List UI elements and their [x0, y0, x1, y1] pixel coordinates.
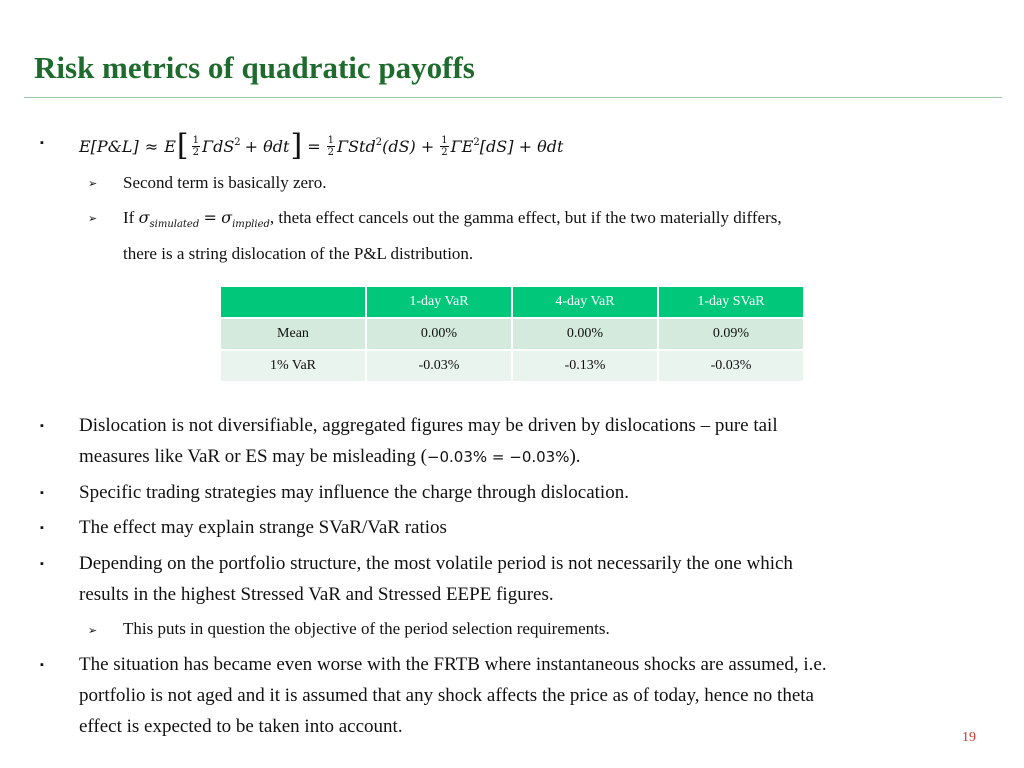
frtb-line-2: portfolio is not aged and it is assumed that any shock affects the price as of today, hence no theta [79, 685, 814, 706]
bullet-icon: ▪ [40, 522, 44, 534]
portfolio-bullet [79, 548, 989, 610]
bullet-icon: ▪ [40, 558, 44, 570]
formula-half-2 [327, 135, 335, 158]
dislocation-bullet [79, 410, 989, 473]
table-header-cell: 4-day VaR [512, 286, 658, 318]
sub-bullet-icon: ➢ [88, 625, 98, 637]
title-divider [24, 97, 1002, 98]
sigma-imp-symbol: σ [221, 208, 233, 227]
bullet-icon: ▪ [40, 420, 44, 432]
formula-open-bracket: [ [176, 128, 189, 163]
formula-approx: ≈ [144, 136, 159, 156]
frac-num: 1 [192, 134, 199, 146]
trading-bullet: Specific trading strategies may influence the charge through dislocation. [79, 482, 629, 503]
formula-ds-paren: (dS) + [382, 136, 435, 156]
theta-gamma-rest-1: , theta effect cancels out the gamma effect, but if the two materially differs, [269, 208, 782, 227]
formula-theta-1: + θdt [244, 136, 290, 156]
formula-sq-2: 2 [375, 136, 383, 148]
frtb-line-3: effect is expected to be taken into account. [79, 716, 403, 737]
table-cell: -0.13% [512, 350, 658, 382]
question-sub-bullet: This puts in question the objective of the period selection requirements. [123, 619, 610, 638]
formula-e: E [164, 136, 176, 156]
formula-half-1 [192, 135, 200, 158]
frtb-bullet [79, 649, 989, 742]
sigma-sim-symbol: σ [138, 208, 150, 227]
formula-ds-bracket: [dS] + θdt [479, 136, 564, 156]
frac-den: 2 [441, 146, 448, 158]
formula-expected-pl: E[P&L] [79, 136, 139, 156]
bullet-icon: ▪ [40, 659, 44, 671]
sigma-sim-subscript: simulated [149, 219, 200, 231]
table-cell: -0.03% [366, 350, 512, 382]
table-cell: -0.03% [658, 350, 804, 382]
dislocation-line-1: Dislocation is not diversifiable, aggregated figures may be driven by dislocations – pure tail [79, 415, 778, 436]
formula-sq-1: 2 [234, 136, 241, 148]
table-header-cell [220, 286, 366, 318]
ratios-bullet: The effect may explain strange SVaR/VaR ratios [79, 517, 447, 538]
theta-gamma-rest-2: there is a string dislocation of the P&L distribution. [123, 244, 474, 264]
table-cell: 1% VaR [220, 350, 366, 382]
sigma-simulated [138, 208, 200, 231]
frac-num: 1 [327, 134, 334, 146]
table-header-row [220, 286, 804, 318]
table-header-cell: 1-day VaR [366, 286, 512, 318]
formula-close-bracket: ] [290, 128, 303, 163]
table-row [220, 318, 804, 350]
formula-gamma-ds: ΓdS [201, 136, 235, 156]
table-row [220, 350, 804, 382]
bullet-icon: ▪ [40, 137, 44, 149]
theta-gamma-text [123, 203, 983, 268]
frtb-line-1: The situation has became even worse with the FRTB where instantaneous shocks are assumed, i.e. [79, 654, 827, 675]
dislocation-end: ). [569, 446, 581, 467]
var-table [219, 285, 805, 383]
formula-gamma-e: ΓE [450, 136, 474, 156]
if-word: If [123, 208, 135, 227]
expected-pl-formula [79, 126, 563, 166]
slide-title: Risk metrics of quadratic payoffs [34, 50, 475, 85]
table-cell: 0.00% [512, 318, 658, 350]
sub-bullet-icon: ➢ [88, 178, 98, 190]
table-header-cell: 1-day SVaR [658, 286, 804, 318]
formula-gamma-std: ΓStd [336, 136, 376, 156]
sub-bullet-icon: ➢ [88, 213, 98, 225]
table-cell: 0.09% [658, 318, 804, 350]
table-cell: Mean [220, 318, 366, 350]
table-cell: 0.00% [366, 318, 512, 350]
frac-num: 1 [441, 134, 448, 146]
sigma-imp-subscript: implied [232, 219, 270, 231]
dislocation-line-2: measures like VaR or ES may be misleading ( [79, 446, 427, 467]
bullet-icon: ▪ [40, 487, 44, 499]
second-term-text: Second term is basically zero. [123, 173, 327, 192]
portfolio-line-2: results in the highest Stressed VaR and Stressed EEPE figures. [79, 584, 554, 605]
sigma-implied [221, 208, 270, 231]
frac-den: 2 [192, 146, 199, 158]
dislocation-math: −0.03% = −0.03% [426, 448, 570, 466]
page-number: 19 [962, 730, 976, 745]
frac-den: 2 [327, 146, 334, 158]
formula-half-3 [440, 135, 448, 158]
portfolio-line-1: Depending on the portfolio structure, the most volatile period is not necessarily the one which [79, 553, 793, 574]
sigma-equals: = [203, 208, 217, 227]
formula-equals: = [307, 136, 321, 156]
formula-sq-3: 2 [473, 136, 480, 148]
